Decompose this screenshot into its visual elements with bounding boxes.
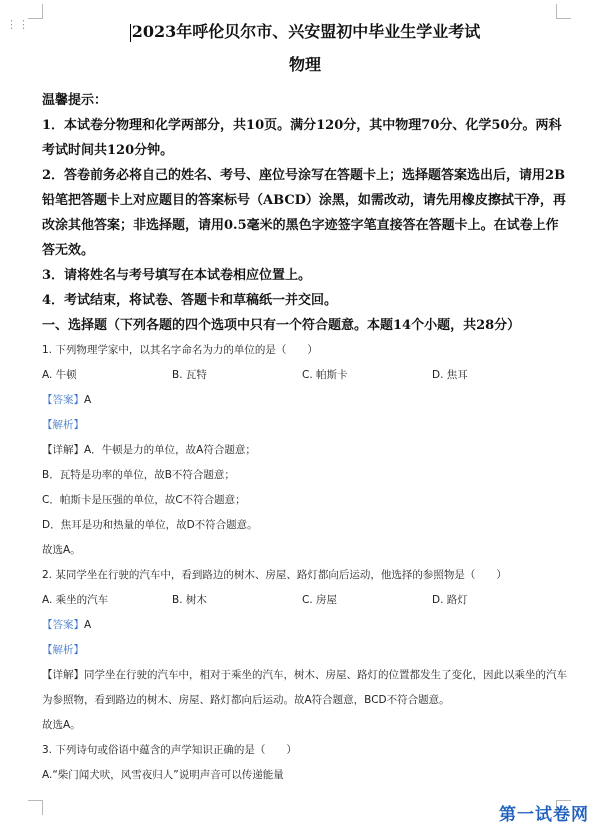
drag-handle-icon[interactable]: ⋮⋮ xyxy=(6,18,30,31)
answer-value: A xyxy=(84,619,92,631)
question-stem: 3. 下列诗句或俗语中蕴含的声学知识正确的是（ ） xyxy=(42,744,297,756)
tips-heading: 温馨提示： xyxy=(42,93,108,108)
text-cursor xyxy=(130,24,131,42)
analysis-line xyxy=(42,413,568,438)
tip-item: 2．答卷前务必将自己的姓名、考号、座位号涂写在答题卡上；选择题答案选出后，请用2B铅笔把答题卡上对应题目的答案标号（ABCD）涂黑，如需改动，请先用橡皮擦拭干净，再改涂其他答案；非选择题，请用0.5毫米的黑色字迹签字笔直接答在答题卡上。在试卷上作答无效。 xyxy=(42,168,566,258)
document-page xyxy=(42,18,568,788)
answer-tag: 【答案】 xyxy=(42,394,84,406)
page-corner-mark xyxy=(28,4,43,19)
answer-line xyxy=(42,388,568,413)
answer-tag: 【答案】 xyxy=(42,619,84,631)
conclusion-line: 故选A。 xyxy=(42,719,81,731)
question-stem: 1. 下列物理学家中，以其名字命名为力的单位的是（ ） xyxy=(42,344,318,356)
page-corner-mark xyxy=(556,4,571,19)
option-d: D. 路灯 xyxy=(432,594,468,606)
detail-tag: 【详解】 xyxy=(42,669,84,681)
detail-line: 【详解】同学坐在行驶的汽车中，相对于乘坐的汽车，树木、房屋、路灯的位置都发生了变化，因此以乘坐的汽车为参照物，看到路边的树木、房屋、路灯都向后运动。故A符合题意，BCD不符合题意。 xyxy=(42,669,567,706)
option-a: A.“柴门闻犬吠，风雪夜归人”说明声音可以传递能量 xyxy=(42,769,284,781)
option-c: C. 帕斯卡 xyxy=(302,369,348,381)
analysis-tag: 【解析】 xyxy=(42,644,84,656)
option-b: B. 瓦特 xyxy=(172,369,207,381)
option-d: D. 焦耳 xyxy=(432,369,468,381)
subject-heading: 物理 xyxy=(288,55,321,74)
tip-item: 1．本试卷分物理和化学两部分，共10页。满分120分，其中物理70分、化学50分。两科考试时间共120分钟。 xyxy=(42,118,562,158)
analysis-line xyxy=(42,638,568,663)
detail-line: D．焦耳是功和热量的单位，故D不符合题意。 xyxy=(42,519,258,531)
question-stem: 2. 某同学坐在行驶的汽车中，看到路边的树木、房屋、路灯都向后运动，他选择的参照物是（ ） xyxy=(42,569,507,581)
option-c: C. 房屋 xyxy=(302,594,338,606)
question-options xyxy=(42,588,568,613)
detail-line: B．瓦特是功率的单位，故B不符合题意； xyxy=(42,469,235,481)
document-title[interactable]: 2023年呼伦贝尔市、兴安盟初中毕业生学业考试 xyxy=(131,22,481,41)
page-corner-mark xyxy=(28,800,43,815)
tip-item: 3．请将姓名与考号填写在本试卷相应位置上。 xyxy=(42,268,312,283)
question-options xyxy=(42,363,568,388)
detail-line: C．帕斯卡是压强的单位，故C不符合题意； xyxy=(42,494,246,506)
detail-line: 【详解】A．牛顿是力的单位，故A符合题意； xyxy=(42,444,256,456)
option-a: A. 牛顿 xyxy=(42,369,77,381)
detail-tag: 【详解】 xyxy=(42,444,84,456)
answer-value: A xyxy=(84,394,92,406)
watermark-logo: 第一试卷网 xyxy=(499,805,589,825)
conclusion-line: 故选A。 xyxy=(42,544,81,556)
section-heading: 一、选择题（下列各题的四个选项中只有一个符合题意。本题14个小题，共28分） xyxy=(42,318,521,333)
analysis-tag: 【解析】 xyxy=(42,419,84,431)
option-b: B. 树木 xyxy=(172,594,207,606)
answer-line xyxy=(42,613,568,638)
tip-item: 4．考试结束，将试卷、答题卡和草稿纸一并交回。 xyxy=(42,293,338,308)
option-a: A. 乘坐的汽车 xyxy=(42,594,109,606)
